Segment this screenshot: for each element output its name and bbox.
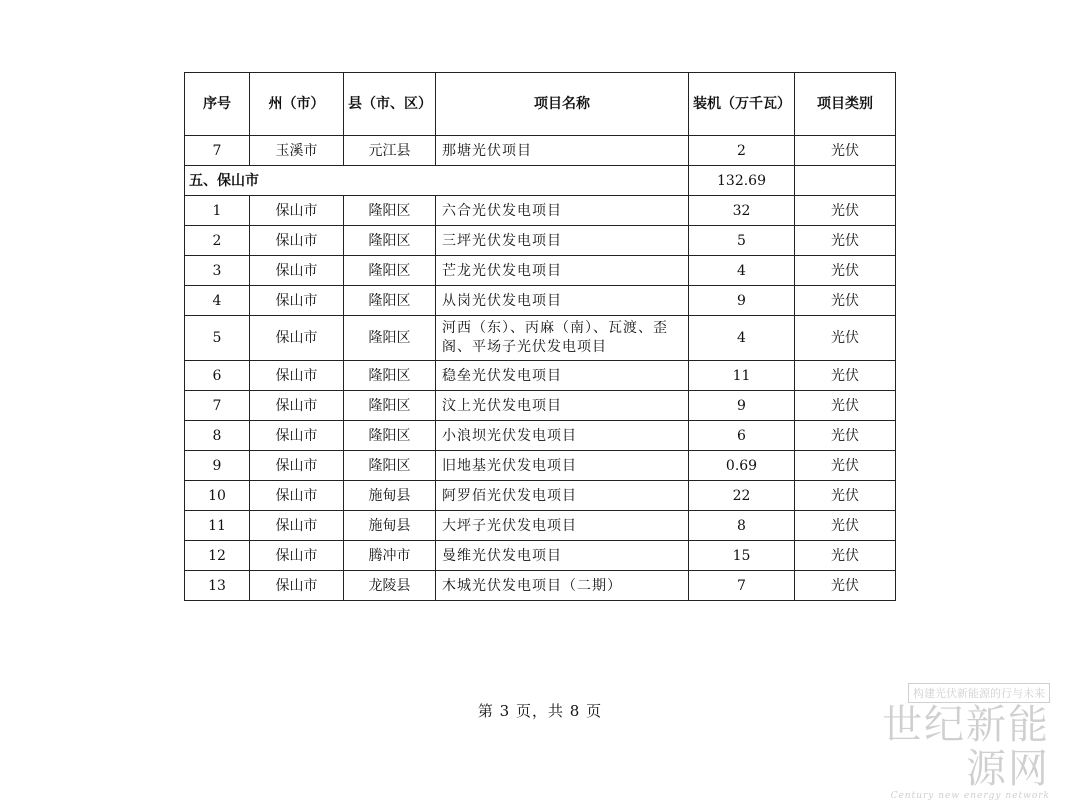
cell-prefecture: 保山市	[250, 391, 344, 421]
cell-project-name: 木城光伏发电项目（二期）	[436, 571, 689, 601]
cell-seq: 13	[185, 571, 250, 601]
watermark-subtitle: Century new energy network	[890, 791, 1050, 801]
cell-category: 光伏	[795, 136, 896, 166]
table-row	[185, 571, 896, 601]
cell-county: 隆阳区	[344, 256, 436, 286]
cell-capacity: 6	[689, 421, 795, 451]
table-row	[185, 256, 896, 286]
table-row	[185, 316, 896, 361]
cell-capacity: 2	[689, 136, 795, 166]
table-row	[185, 286, 896, 316]
cell-county: 隆阳区	[344, 286, 436, 316]
header-capacity: 装机（万千瓦）	[689, 73, 795, 136]
cell-county: 隆阳区	[344, 316, 436, 361]
cell-seq: 7	[185, 391, 250, 421]
cell-prefecture: 保山市	[250, 361, 344, 391]
cell-prefecture: 保山市	[250, 316, 344, 361]
header-project-name: 项目名称	[436, 73, 689, 136]
cell-seq: 6	[185, 361, 250, 391]
project-table	[184, 72, 896, 601]
table-row	[185, 136, 896, 166]
section-capacity: 132.69	[689, 166, 795, 196]
cell-capacity: 7	[689, 571, 795, 601]
cell-prefecture: 保山市	[250, 256, 344, 286]
watermark-brand: 世纪新能源网	[882, 702, 1050, 792]
cell-project-name: 那塘光伏项目	[436, 136, 689, 166]
cell-prefecture: 保山市	[250, 511, 344, 541]
cell-project-name: 稳垒光伏发电项目	[436, 361, 689, 391]
cell-capacity: 9	[689, 391, 795, 421]
cell-seq: 7	[185, 136, 250, 166]
section-label: 五、保山市	[185, 166, 689, 196]
header-county: 县（市、区）	[344, 73, 436, 136]
cell-county: 隆阳区	[344, 451, 436, 481]
cell-project-name: 小浪坝光伏发电项目	[436, 421, 689, 451]
cell-prefecture: 保山市	[250, 541, 344, 571]
cell-seq: 3	[185, 256, 250, 286]
cell-prefecture: 保山市	[250, 571, 344, 601]
cell-category: 光伏	[795, 286, 896, 316]
cell-category: 光伏	[795, 256, 896, 286]
cell-category: 光伏	[795, 391, 896, 421]
cell-prefecture: 保山市	[250, 451, 344, 481]
cell-project-name: 旧地基光伏发电项目	[436, 451, 689, 481]
table-row	[185, 391, 896, 421]
cell-county: 龙陵县	[344, 571, 436, 601]
cell-county: 隆阳区	[344, 196, 436, 226]
cell-seq: 5	[185, 316, 250, 361]
cell-prefecture: 保山市	[250, 421, 344, 451]
cell-project-name: 汶上光伏发电项目	[436, 391, 689, 421]
cell-prefecture: 保山市	[250, 226, 344, 256]
cell-category: 光伏	[795, 226, 896, 256]
cell-category: 光伏	[795, 196, 896, 226]
table-row	[185, 511, 896, 541]
cell-county: 隆阳区	[344, 361, 436, 391]
cell-county: 施甸县	[344, 481, 436, 511]
cell-capacity: 32	[689, 196, 795, 226]
section-row	[185, 166, 896, 196]
section-category-empty	[795, 166, 896, 196]
header-prefecture: 州（市）	[250, 73, 344, 136]
table-header-row	[185, 73, 896, 136]
cell-category: 光伏	[795, 316, 896, 361]
cell-category: 光伏	[795, 361, 896, 391]
cell-capacity: 4	[689, 316, 795, 361]
table-row	[185, 361, 896, 391]
header-category: 项目类别	[795, 73, 896, 136]
cell-capacity: 5	[689, 226, 795, 256]
cell-county: 施甸县	[344, 511, 436, 541]
cell-project-name: 芒龙光伏发电项目	[436, 256, 689, 286]
cell-prefecture: 保山市	[250, 196, 344, 226]
cell-capacity: 11	[689, 361, 795, 391]
cell-category: 光伏	[795, 571, 896, 601]
header-seq: 序号	[185, 73, 250, 136]
cell-seq: 2	[185, 226, 250, 256]
cell-category: 光伏	[795, 511, 896, 541]
table-row	[185, 196, 896, 226]
cell-seq: 1	[185, 196, 250, 226]
cell-seq: 10	[185, 481, 250, 511]
cell-capacity: 0.69	[689, 451, 795, 481]
page-number: 第 3 页，共 8 页	[477, 702, 603, 720]
cell-project-name: 从岗光伏发电项目	[436, 286, 689, 316]
table-row	[185, 541, 896, 571]
cell-project-name: 阿罗佰光伏发电项目	[436, 481, 689, 511]
cell-capacity: 15	[689, 541, 795, 571]
cell-project-name: 曼维光伏发电项目	[436, 541, 689, 571]
cell-category: 光伏	[795, 451, 896, 481]
cell-seq: 8	[185, 421, 250, 451]
cell-capacity: 4	[689, 256, 795, 286]
table-row	[185, 481, 896, 511]
cell-seq: 11	[185, 511, 250, 541]
cell-prefecture: 保山市	[250, 286, 344, 316]
cell-category: 光伏	[795, 481, 896, 511]
cell-capacity: 22	[689, 481, 795, 511]
watermark-logo	[860, 682, 1050, 801]
cell-capacity: 9	[689, 286, 795, 316]
cell-project-name: 河西（东）、丙麻（南）、瓦渡、歪阁、平场子光伏发电项目	[436, 316, 689, 361]
cell-capacity: 8	[689, 511, 795, 541]
cell-county: 元江县	[344, 136, 436, 166]
cell-seq: 9	[185, 451, 250, 481]
table-row	[185, 421, 896, 451]
cell-project-name: 三坪光伏发电项目	[436, 226, 689, 256]
cell-prefecture: 玉溪市	[250, 136, 344, 166]
cell-county: 隆阳区	[344, 391, 436, 421]
cell-project-name: 大坪子光伏发电项目	[436, 511, 689, 541]
cell-county: 隆阳区	[344, 226, 436, 256]
watermark-tagline: 构建光伏新能源的行与未来	[908, 683, 1050, 703]
cell-category: 光伏	[795, 421, 896, 451]
cell-project-name: 六合光伏发电项目	[436, 196, 689, 226]
table-row	[185, 226, 896, 256]
cell-category: 光伏	[795, 541, 896, 571]
cell-county: 隆阳区	[344, 421, 436, 451]
cell-seq: 12	[185, 541, 250, 571]
table-row	[185, 451, 896, 481]
cell-county: 腾冲市	[344, 541, 436, 571]
cell-prefecture: 保山市	[250, 481, 344, 511]
cell-seq: 4	[185, 286, 250, 316]
